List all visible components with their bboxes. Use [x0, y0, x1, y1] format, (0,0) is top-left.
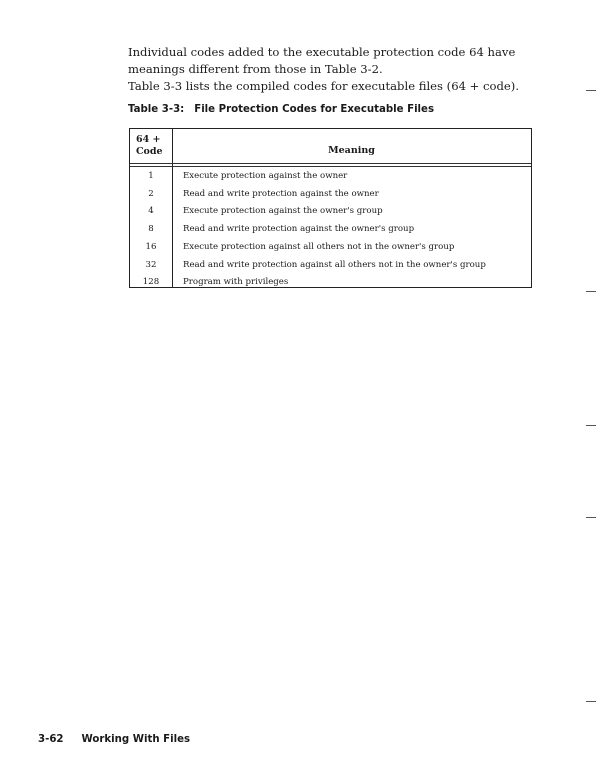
table-row: [130, 224, 531, 242]
header-code-line2: Code: [136, 146, 163, 157]
section-title: Working With Files: [81, 734, 191, 745]
header-meaning: Meaning: [328, 145, 375, 156]
header-rule: [130, 166, 531, 167]
code-cell: 4: [148, 206, 154, 217]
table-row: [130, 260, 531, 278]
code-cell: 32: [145, 259, 157, 270]
meaning-cell: Execute protection against the owner's group: [183, 206, 383, 217]
code-cell: 2: [148, 188, 154, 199]
table-row: [130, 277, 531, 295]
header-rule: [130, 163, 531, 164]
table-row: [130, 189, 531, 207]
meaning-cell: Read and write protection against the owner's group: [183, 224, 415, 235]
table-row: [130, 206, 531, 224]
intro-paragraph: Individual codes added to the executable protection code 64 have meanings different from those in Table 3-2.: [128, 45, 516, 76]
caption-title: File Protection Codes for Executable Files: [194, 104, 435, 115]
meaning-cell: Read and write protection against all others not in the owner's group: [183, 259, 486, 270]
page-number: 3-62: [38, 734, 64, 745]
header-code-line1: 64 +: [136, 134, 161, 145]
caption-label: Table 3-3:: [128, 104, 185, 115]
meaning-cell: Read and write protection against the owner: [183, 188, 379, 199]
scan-margin-mark: [586, 425, 596, 426]
page-footer: [38, 734, 190, 745]
table-row: [130, 171, 531, 189]
protection-codes-table: [129, 128, 532, 288]
table-row: [130, 242, 531, 260]
table-reference-paragraph: Table 3-3 lists the compiled codes for executable files (64 + code).: [128, 79, 519, 93]
meaning-cell: Execute protection against all others not in the owner's group: [183, 241, 455, 252]
code-cell: 16: [145, 241, 157, 252]
meaning-cell: Execute protection against the owner: [183, 171, 348, 181]
code-cell: 8: [148, 224, 154, 235]
meaning-cell: Program with privileges: [183, 277, 289, 288]
scan-margin-mark: [586, 90, 596, 91]
header-code: [136, 134, 163, 158]
scan-margin-mark: [586, 517, 596, 518]
scan-margin-mark: [586, 701, 596, 702]
code-cell: 128: [142, 277, 160, 288]
code-cell: 1: [148, 171, 154, 181]
scan-margin-mark: [586, 291, 596, 292]
table-caption: [128, 104, 434, 115]
